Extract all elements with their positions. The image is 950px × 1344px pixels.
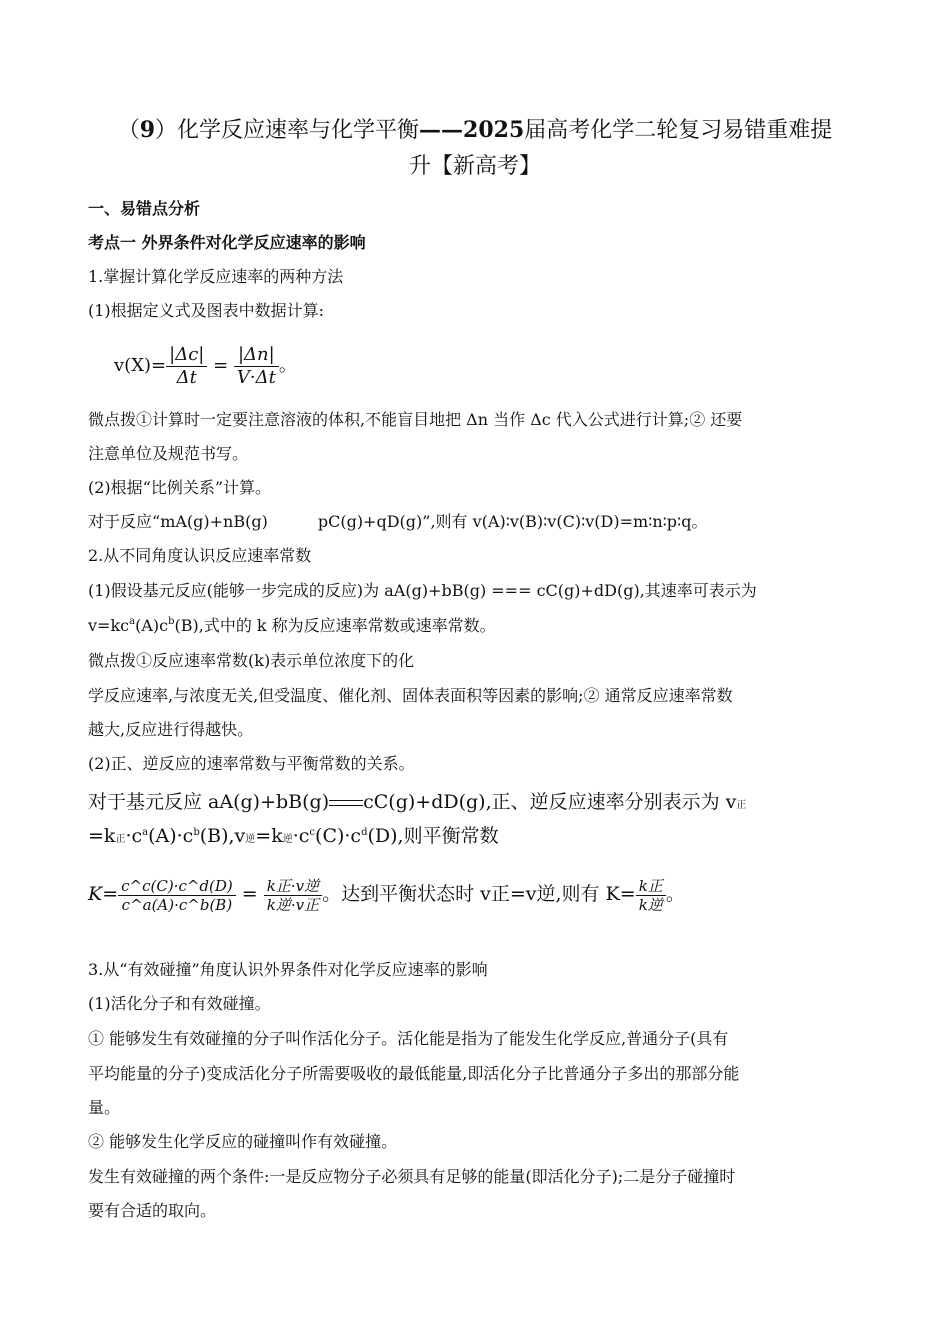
- equilibrium-line-2: [88, 824, 499, 852]
- paragraph: [88, 510, 707, 534]
- paragraph: 要有合适的取向。: [88, 1201, 217, 1220]
- text-run: 。达到平衡状态时 v正=v逆,则有 K=: [322, 883, 636, 905]
- document-title: [60, 112, 890, 185]
- superscript: a: [142, 827, 149, 838]
- paragraph: (1)根据定义式及图表中数据计算:: [88, 301, 325, 320]
- title-rest-1: 届高考化学二轮复习易错重难提: [524, 118, 833, 143]
- text-run: pC(g)+qD(g)”,则有 v(A)∶v(B)∶v(C)∶v(D)=m∶n∶p∶q。: [317, 512, 708, 531]
- paragraph: 注意单位及规范书写。: [88, 444, 249, 463]
- formula-lhs: K=: [88, 883, 119, 905]
- equilibrium-constant-formula: [88, 866, 685, 923]
- title-rest-2: 升【新高考】: [408, 154, 541, 179]
- paragraph: 平均能量的分子)变成活化分子所需要吸收的最低能量,即活化分子比普通分子多出的那部分能: [88, 1064, 740, 1083]
- paragraph: [88, 614, 496, 638]
- equilibrium-line-1: [88, 790, 746, 818]
- superscript: b: [193, 827, 200, 838]
- rate-formula: [114, 340, 297, 392]
- fraction: [118, 878, 236, 914]
- text-run: ·c: [292, 825, 310, 847]
- subscript: 正: [736, 800, 747, 811]
- paragraph: 量。: [88, 1098, 121, 1117]
- fraction: [234, 345, 279, 388]
- paragraph: 3.从“有效碰撞”角度认识外界条件对化学反应速率的影响: [88, 960, 488, 979]
- fraction-denominator: k逆: [638, 896, 663, 914]
- fraction-numerator: k正: [636, 878, 666, 897]
- paragraph: 微点拨①计算时一定要注意溶液的体积,不能盲目地把 Δn 当作 Δc 代入公式进行计算;② 还要: [88, 410, 743, 429]
- text-run: 对于反应“: [88, 512, 161, 531]
- fraction-denominator: c^a(A)·c^b(B): [121, 896, 233, 914]
- text-run: (A)c: [135, 616, 169, 635]
- superscript: d: [361, 827, 368, 838]
- superscript: b: [168, 616, 175, 627]
- period: 。: [278, 355, 297, 376]
- text-run: 对于基元反应 aA(g)+bB(g): [88, 791, 330, 813]
- paragraph: (1)假设基元反应(能够一步完成的反应)为 aA(g)+bB(g) === cC(g)+dD(g),其速率可表示为: [88, 581, 757, 600]
- section-heading: 一、易错点分析: [88, 199, 201, 218]
- equilibrium-arrow-icon: [329, 798, 363, 808]
- text-run: cC(g)+dD(g),正、逆反应速率分别表示为 v: [363, 791, 737, 813]
- text-run: mA(g)+nB(g): [160, 512, 268, 531]
- text-run: (C)·c: [315, 825, 362, 847]
- subscript: 逆: [282, 834, 293, 845]
- equals-sign: =: [235, 883, 264, 905]
- paragraph: 微点拨①反应速率常数(k)表示单位浓度下的化: [88, 651, 415, 670]
- paragraph: ① 能够发生有效碰撞的分子叫作活化分子。活化能是指为了能发生化学反应,普通分子(具有: [88, 1029, 729, 1048]
- text-run: (B),式中的 k 称为反应速率常数或速率常数。: [174, 616, 496, 635]
- fraction: [264, 878, 322, 914]
- equals-sign: =: [207, 355, 234, 376]
- fraction-numerator: k正·v逆: [264, 878, 322, 897]
- text-run: v=kc: [88, 616, 130, 635]
- title-year: ——2025: [419, 117, 525, 143]
- text-run: ·c: [125, 825, 143, 847]
- paragraph: 2.从不同角度认识反应速率常数: [88, 546, 312, 565]
- fraction: [166, 345, 207, 388]
- fraction-numerator: |Δc|: [166, 345, 207, 367]
- text-run: =k: [255, 825, 283, 847]
- title-main: ）化学反应速率与化学平衡: [155, 118, 420, 143]
- title-open-paren: （: [117, 118, 140, 143]
- period: 。: [665, 883, 685, 905]
- key-point-heading: 考点一 外界条件对化学反应速率的影响: [88, 233, 366, 252]
- fraction-numerator: |Δn|: [234, 345, 279, 367]
- fraction-denominator: Δt: [176, 366, 197, 388]
- paragraph: ② 能够发生化学反应的碰撞叫作有效碰撞。: [88, 1132, 398, 1151]
- paragraph: 学反应速率,与浓度无关,但受温度、催化剂、固体表面积等因素的影响;② 通常反应速率常数: [88, 686, 733, 705]
- paragraph: 越大,反应进行得越快。: [88, 720, 254, 739]
- fraction-denominator: k逆·v正: [266, 896, 320, 914]
- paragraph: 1.掌握计算化学反应速率的两种方法: [88, 267, 344, 286]
- subscript: 正: [115, 834, 126, 845]
- fraction-numerator: c^c(C)·c^d(D): [118, 878, 236, 897]
- text-run: (A)·c: [148, 825, 194, 847]
- text-run: (B),v: [199, 825, 246, 847]
- paragraph: 发生有效碰撞的两个条件:一是反应物分子必须具有足够的能量(即活化分子);二是分子碰撞时: [88, 1167, 736, 1186]
- subscript: 逆: [245, 834, 256, 845]
- fraction-denominator: V·Δt: [236, 366, 276, 388]
- superscript: a: [129, 616, 136, 627]
- text-run: (D),则平衡常数: [367, 825, 499, 847]
- text-run: =k: [88, 825, 116, 847]
- paragraph: (1)活化分子和有效碰撞。: [88, 994, 271, 1013]
- formula-lhs: v(X)=: [114, 355, 167, 376]
- fraction: [636, 878, 666, 914]
- paragraph: (2)根据“比例关系”计算。: [88, 478, 272, 497]
- superscript: c: [309, 827, 316, 838]
- paragraph: (2)正、逆反应的速率常数与平衡常数的关系。: [88, 754, 415, 773]
- title-number: 9: [139, 117, 156, 143]
